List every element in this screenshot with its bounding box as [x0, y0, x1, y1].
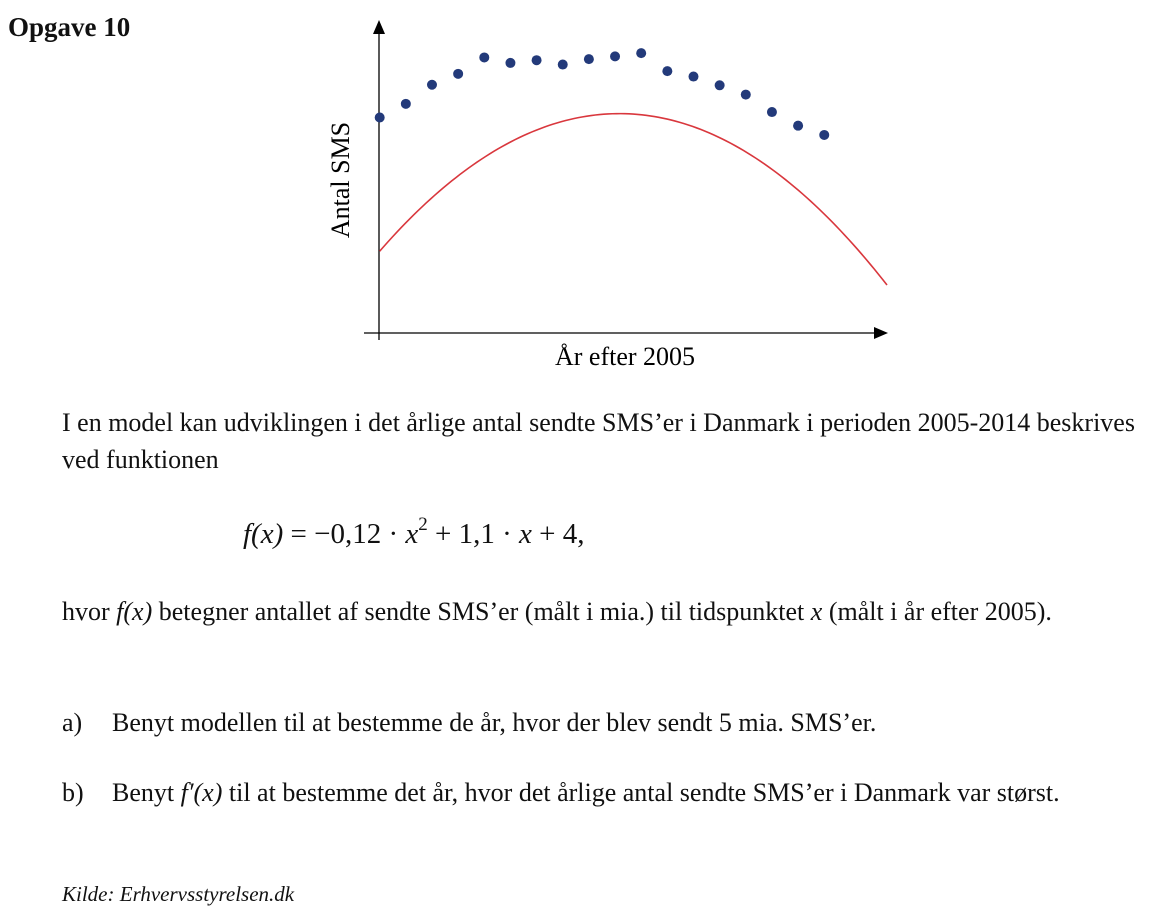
chart-axes — [364, 20, 888, 340]
y-axis-arrow — [373, 20, 385, 34]
intro-paragraph: I en model kan udviklingen i det årlige antal sendte SMS’er i Danmark i perioden 2005-2014 beskrives ved funktionen — [62, 408, 1135, 474]
data-point — [767, 107, 777, 117]
data-point — [558, 60, 568, 70]
x-symbol: x — [810, 597, 823, 626]
formula-x: x — [519, 518, 532, 550]
x-axis-arrow — [874, 327, 888, 339]
definition-paragraph: hvor f(x) betegner antallet af sendte SMS’er (målt i mia.) til tidspunktet x (målt i år efter 2005). — [62, 597, 1052, 626]
data-points — [375, 48, 830, 140]
formula-x: x — [405, 518, 419, 550]
fprime-symbol: f′(x) — [180, 778, 223, 807]
formula-part: + 4, — [531, 518, 585, 550]
model-curve — [380, 114, 887, 285]
data-point — [636, 48, 646, 58]
data-point — [715, 80, 725, 90]
formula-part: + 1,1 · — [427, 518, 520, 550]
formula-part: = −0,12 · — [283, 518, 406, 550]
data-point — [479, 52, 489, 62]
data-point — [375, 112, 385, 122]
fx-symbol: f(x) — [116, 597, 153, 626]
question-label: a) — [62, 708, 83, 737]
y-axis-label: Antal SMS — [326, 121, 355, 239]
source-note: Kilde: Erhvervsstyrelsen.dk — [62, 882, 295, 906]
formula-lhs: f(x) — [243, 518, 284, 550]
task-title: Opgave 10 — [8, 12, 131, 42]
x-axis-label: År efter 2005 — [554, 342, 696, 371]
data-point — [532, 55, 542, 65]
data-point — [662, 66, 672, 76]
model-formula — [243, 514, 585, 551]
question-a — [62, 704, 1162, 744]
data-point — [453, 69, 463, 79]
data-point — [793, 121, 803, 131]
data-point — [819, 130, 829, 140]
question-text: Benyt f′(x) til at bestemme det år, hvor det årlige antal sendte SMS’er i Danmark var størst. — [112, 778, 1060, 807]
formula-exponent: 2 — [418, 514, 428, 536]
question-b — [62, 774, 1162, 854]
data-point — [584, 54, 594, 64]
data-point — [610, 51, 620, 61]
data-point — [427, 80, 437, 90]
scatter-chart — [0, 0, 1168, 400]
data-point — [688, 72, 698, 82]
question-text: Benyt modellen til at bestemme de år, hvor der blev sendt 5 mia. SMS’er. — [112, 708, 877, 737]
question-label: b) — [62, 778, 84, 807]
data-point — [401, 99, 411, 109]
data-point — [741, 90, 751, 100]
data-point — [505, 58, 515, 68]
